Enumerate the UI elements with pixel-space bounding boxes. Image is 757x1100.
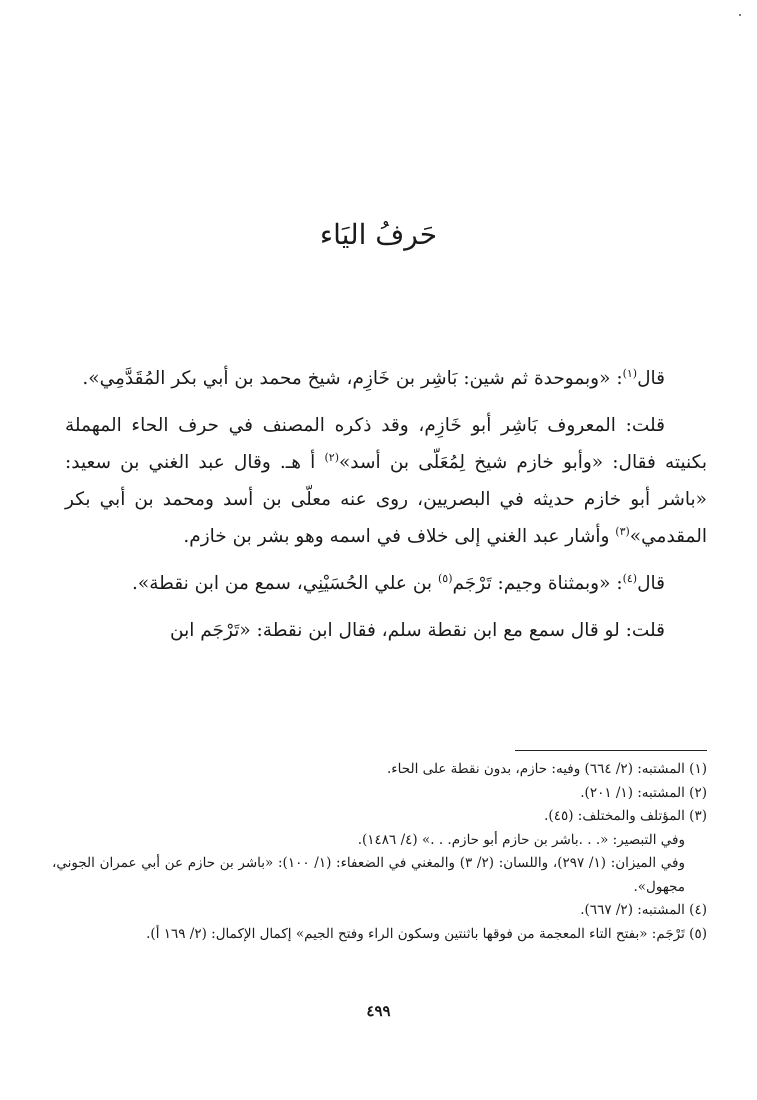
footnote-ref: (٢): [324, 450, 339, 464]
paragraph-1: [65, 360, 707, 397]
footnote-ref: (٥): [437, 571, 453, 585]
corner-dot: [739, 14, 741, 16]
footnote-4: (٤) المشتبه: (٢/ ٦٦٧).: [580, 902, 707, 918]
footnote-ref: (٤): [622, 571, 638, 585]
paragraph-text: : «وبمثناة وجيم: تَرْجَم: [452, 573, 623, 594]
page-number: ٤٩٩: [366, 1002, 391, 1020]
footnote-3-continuation: وفي الميزان: (١/ ٢٩٧)، واللسان: (٢/ ٣) والمغني في الضعفاء: (١/ ١٠٠): «باشر بن حازم عن أبي عمران الجوني، مجهول».: [52, 855, 686, 895]
paragraph-text: أ هـ. وقال عبد الغني بن سعيد: «باشر أبو خازم حديثه في البصريين، روى عنه معلّى بن أسد ومحمد بن أبي بكر المقدمي»: [65, 452, 707, 547]
footnote-3: (٣) المؤتلف والمختلف: (٤٥).: [544, 808, 707, 824]
paragraph-text: وأشار عبد الغني إلى خلاف في اسمه وهو بشر بن خازم.: [183, 526, 616, 547]
paragraph-text: بن علي الحُسَيْنِي، سمع من ابن نقطة».: [132, 573, 438, 594]
paragraph-text: : «وبموحدة ثم شين: بَاشِر بن خَازِم، شيخ محمد بن أبي بكر المُقَدَّمِي».: [82, 368, 623, 389]
paragraph-3: [65, 565, 707, 602]
paragraph-4: [65, 612, 707, 649]
paragraph-label: قال: [637, 368, 665, 389]
footnote-1: (١) المشتبه: (٢/ ٦٦٤) وفيه: حازم، بدون نقطة على الحاء.: [386, 761, 707, 777]
chapter-title: حَرفُ اليَاء: [319, 218, 438, 251]
paragraph-2: [65, 407, 707, 555]
footnote-ref: (٣): [615, 524, 630, 538]
paragraph-text: قلت: المعروف بَاشِر أبو خَازِم، وقد ذكره المصنف في حرف الحاء المهملة بكنيته فقال: «وأبو خازم شيخ لِمُعَلّى بن أسد»: [65, 415, 708, 473]
main-text: [65, 360, 707, 659]
footnote-5: (٥) تَرْجَم: «بفتح التاء المعجمة من فوقها باثنتين وسكون الراء وفتح الجيم» إكمال الإكمال: (٢/ ١٦٩ أ).: [146, 925, 707, 942]
footnote-divider: [515, 750, 707, 751]
footnotes: [52, 758, 707, 946]
footnote-3-continuation: وفي التبصير: «. . .باشر بن حازم أبو حازم. . .» (٤/ ١٤٨٦).: [357, 831, 685, 848]
paragraph-label: قال: [637, 573, 665, 594]
paragraph-text: قلت: لو قال سمع مع ابن نقطة سلم، فقال ابن نقطة: «تَرْجَم ابن: [169, 620, 665, 641]
footnote-ref: (١): [622, 366, 638, 380]
footnote-2: (٢) المشتبه: (١/ ٢٠١).: [580, 784, 707, 801]
